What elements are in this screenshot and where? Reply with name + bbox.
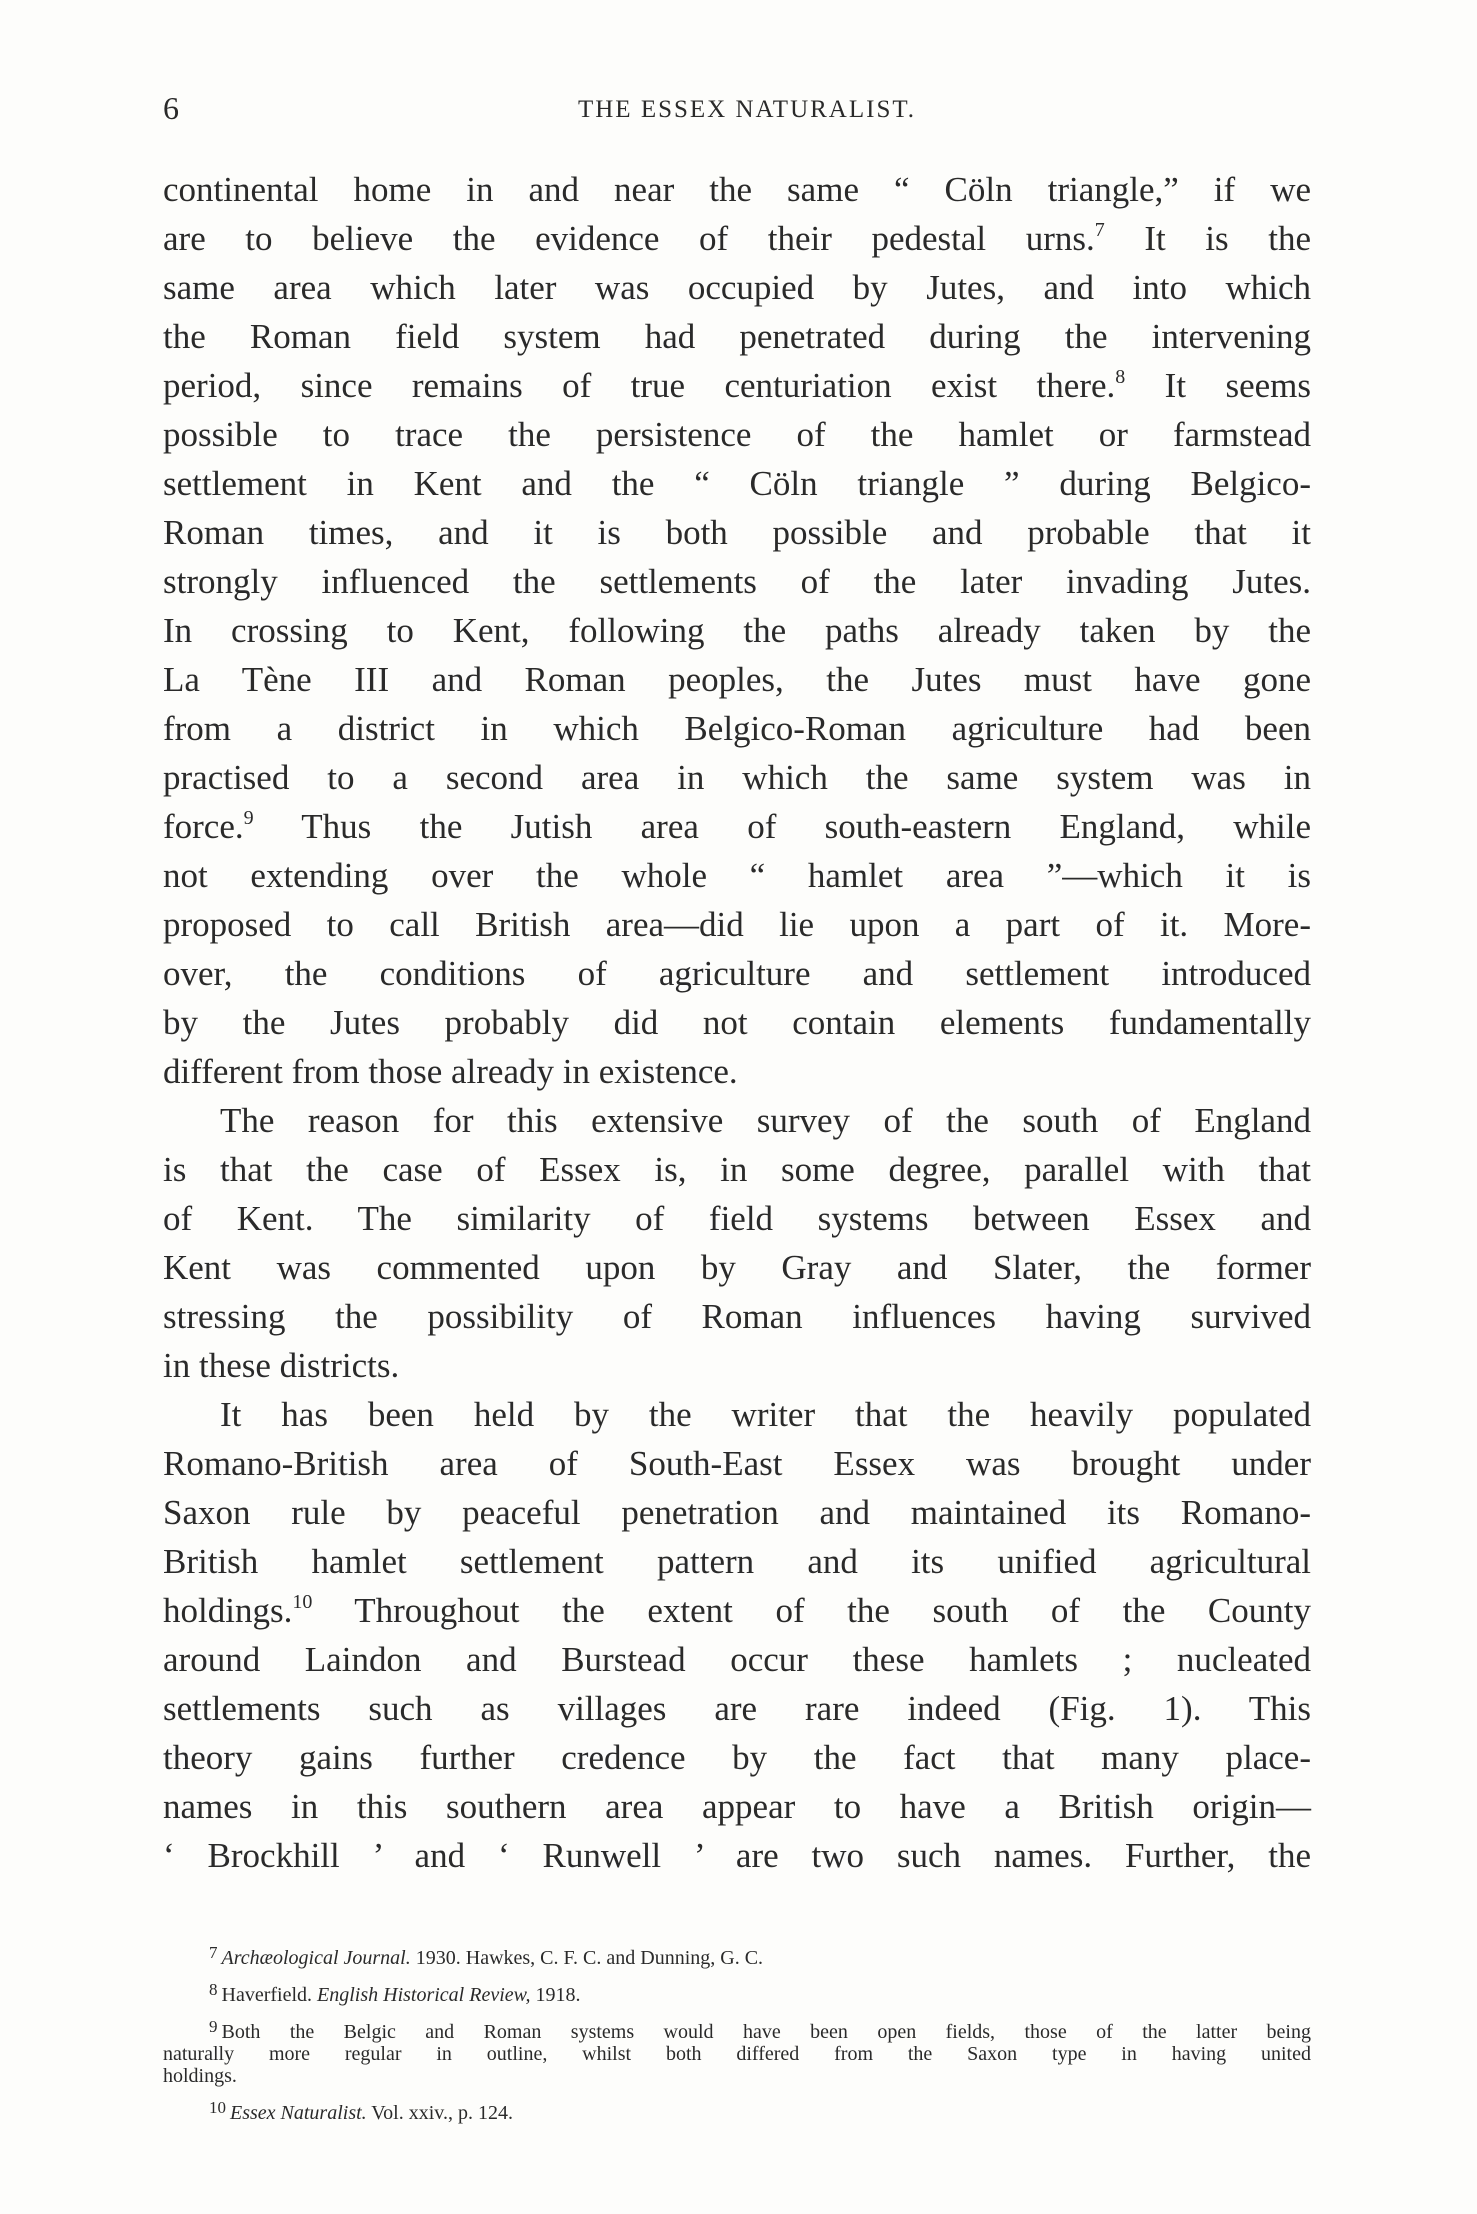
text-line: by the Jutes probably did not contain elements fundamentally (163, 1003, 1311, 1042)
text-line: possible to trace the persistence of the hamlet or farmstead (163, 415, 1311, 454)
body-text (163, 165, 1311, 1880)
text-line: of Kent. The similarity of field systems between Essex and (163, 1199, 1311, 1238)
text-line: practised to a second area in which the same system was in (163, 758, 1311, 797)
running-head (163, 88, 1311, 132)
footnote-9-continued: holdings. (163, 2065, 237, 2087)
text-line: continental home in and near the same “ Cöln triangle,” if we (163, 170, 1311, 209)
text-line: Romano-British area of South-East Essex was brought under (163, 1444, 1311, 1483)
footnote-ref: 10 (292, 1591, 313, 1613)
footnote-10: $^{10}$ Essex Naturalist. Vol. xxiv., p. 124. (209, 2098, 513, 2124)
text-line: Saxon rule by peaceful penetration and maintained its Romano- (163, 1493, 1311, 1532)
text-line: same area which later was occupied by Jutes, and into which (163, 268, 1311, 307)
text-line: around Laindon and Burstead occur these hamlets ; nucleated (163, 1640, 1311, 1679)
footnotes (163, 1942, 1311, 2124)
text-line: the Roman field system had penetrated during the intervening (163, 317, 1311, 356)
text-line: holdings.$^{10}$ Throughout the extent of the south of the County (163, 1591, 1311, 1630)
text-line: force.$^9$ Thus the Jutish area of south-eastern England, while (163, 807, 1311, 846)
footnote-7: $^7$ Archæological Journal. 1930. Hawkes, C. F. C. and Dunning, G. C. (209, 1943, 764, 1969)
text-line: proposed to call British area—did lie upon a part of it. More- (163, 905, 1311, 944)
text-line: stressing the possibility of Roman influences having survived (163, 1297, 1311, 1336)
footnote-ref: 7 (1094, 219, 1105, 241)
footnote-9-continued: naturally more regular in outline, whilst both differed from the Saxon type in having united (163, 2043, 1311, 2065)
footnote-8: $^8$ Haverfield. English Historical Review, 1918. (209, 1980, 581, 2006)
text-line: is that the case of Essex is, in some degree, parallel with that (163, 1150, 1311, 1189)
text-line: different from those already in existence. (163, 1052, 738, 1091)
text-line: period, since remains of true centuriation exist there.$^8$ It seems (163, 366, 1311, 405)
text-line: Kent was commented upon by Gray and Slater, the former (163, 1248, 1311, 1287)
text-line: The reason for this extensive survey of the south of England (220, 1101, 1311, 1140)
text-line: names in this southern area appear to have a British origin— (163, 1787, 1311, 1826)
footnote-mark: 10 (209, 2098, 226, 2117)
text-line: ‘ Brockhill ’ and ‘ Runwell ’ are two such names. Further, the (163, 1836, 1311, 1875)
text-line: settlements such as villages are rare indeed (Fig. 1). This (163, 1689, 1311, 1728)
footnote-ref: 9 (243, 807, 254, 829)
text-line: La Tène III and Roman peoples, the Jutes must have gone (163, 660, 1311, 699)
footnote-mark: 9 (209, 2017, 218, 2036)
text-line: over, the conditions of agriculture and settlement introduced (163, 954, 1311, 993)
journal-title: THE ESSEX NATURALIST. (577, 96, 917, 123)
text-line: It has been held by the writer that the heavily populated (220, 1395, 1311, 1434)
footnote-9: $^9$ Both the Belgic and Roman systems would have been open fields, those of the latter being (209, 2017, 1311, 2043)
text-line: not extending over the whole “ hamlet area ”—which it is (163, 856, 1311, 895)
footnote-mark: 8 (209, 1980, 218, 1999)
text-line: Roman times, and it is both possible and probable that it (163, 513, 1311, 552)
page-number: 6 (163, 90, 179, 126)
footnote-ref: 8 (1115, 366, 1126, 388)
text-line: theory gains further credence by the fact that many place- (163, 1738, 1311, 1777)
text-line: settlement in Kent and the “ Cöln triangle ” during Belgico- (163, 464, 1311, 503)
text-line: British hamlet settlement pattern and its unified agricultural (163, 1542, 1311, 1581)
text-line: are to believe the evidence of their pedestal urns.$^7$ It is the (163, 219, 1311, 258)
text-line: In crossing to Kent, following the paths already taken by the (163, 611, 1311, 650)
text-line: in these districts. (163, 1346, 400, 1385)
text-line: from a district in which Belgico-Roman agriculture had been (163, 709, 1311, 748)
footnote-mark: 7 (209, 1943, 218, 1962)
text-line: strongly influenced the settlements of the later invading Jutes. (163, 562, 1311, 601)
